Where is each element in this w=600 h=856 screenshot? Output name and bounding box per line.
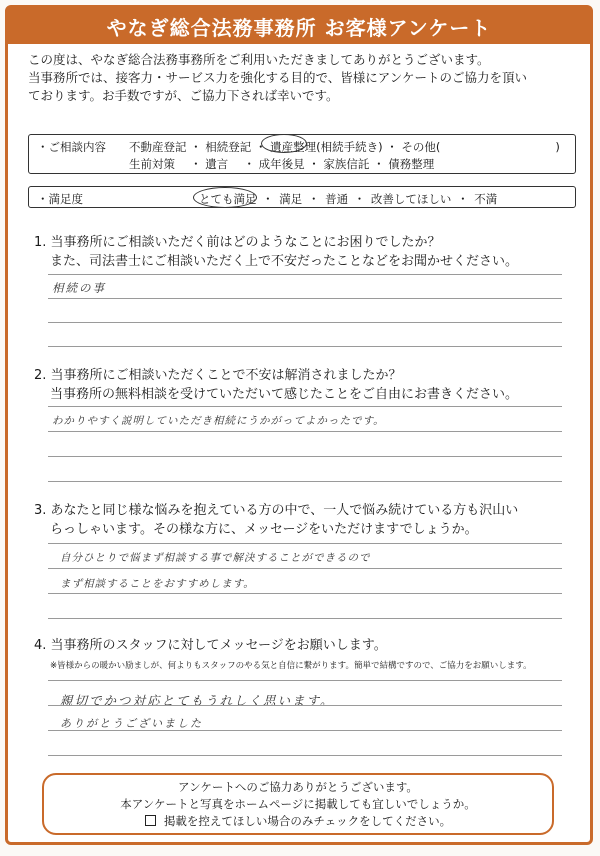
answer-line [48,298,562,299]
selection-circle [261,134,307,153]
answer-line [48,346,562,347]
satisfaction-label: ・満足度 [37,192,83,206]
answer-line [48,730,562,731]
handwritten-answer: 自分ひとりで悩まず相談する事で解決することができるので [60,552,371,564]
answer-line [48,568,562,569]
footer-checkbox-row [44,813,552,830]
handwritten-answer: まず相談することをおすすめします。 [60,578,255,590]
satisfaction-options: とても満足 ・ 満足 ・ 普通 ・ 改善してほしい ・ 不満 [199,192,498,206]
answer-line [48,481,562,482]
answer-line [48,705,562,706]
question-4 [34,636,574,655]
footer-box [42,773,554,835]
question-text: 2. 当事務所にご相談いただくことで不安は解消されましたか？ [34,368,402,383]
question-text: 4. 当事務所のスタッフに対してメッセージをお願いします。 [34,638,387,653]
answer-line [48,431,562,432]
answer-line [48,274,562,275]
footer-question: 本アンケートと写真をホームページに掲載しても宜しいでしょうか。 [120,797,476,811]
question-text: らっしゃいます。その様な方に、メッセージをいただけますでしょうか。 [50,522,478,537]
footer-thanks: アンケートへのご協力ありがとうございます。 [178,780,418,794]
handwritten-answer: わかりやすく説明していただき相続にうかがってよかったです。 [52,415,385,427]
intro-text [28,51,578,105]
question-text: また、司法書士にご相談いただく上で不安だったことなどをお聞かせください。 [50,254,519,269]
answer-line [48,618,562,619]
question-text: 1. 当事務所にご相談いただく前はどのようなことにお困りでしたか？ [34,235,441,250]
answer-line [48,456,562,457]
intro-line: ております。お手数ですが、ご協力下されば幸いです。 [28,88,339,103]
handwritten-answer: 相続の事 [52,281,106,295]
consult-options-row: 不動産登記 ・ 相続登記 ・ 遺産整理(相続手続き) ・ その他( ) [129,140,560,154]
question-2 [34,366,574,404]
intro-line: 当事務所では、接客力・サービス力を強化する目的で、皆様にアンケートのご協力を頂い [28,70,528,85]
answer-line [48,755,562,756]
checkbox-label: 掲載を控えてほしい場合のみチェックをしてください。 [163,814,452,828]
answer-line [48,543,562,544]
question-1 [34,233,574,271]
intro-line: この度は、やなぎ総合法務事務所をご利用いただきましてありがとうございます。 [28,52,490,67]
handwritten-answer: ありがとうございました [60,717,203,730]
selection-circle [193,187,257,208]
satisfaction-box [28,186,576,208]
consult-box [28,134,576,174]
question-note: ※皆様からの暖かい励ましが、何よりもスタッフのやる気と自信に繋がります。簡単で結構ですので、ご協力をお願いします。 [50,661,532,671]
question-3 [34,501,574,539]
title-bar [8,8,590,44]
answer-line [48,680,562,681]
answer-line [48,406,562,407]
question-text: 3. あなたと同じ様な悩みを抱えている方の中で、一人で悩み続けている方も沢山い [34,503,519,518]
page-title: やなぎ総合法務事務所 お客様アンケート [106,15,492,40]
publish-checkbox[interactable] [145,815,156,826]
survey-sheet [5,5,593,845]
consult-label: ・ご相談内容 [37,140,106,154]
answer-line [48,593,562,594]
handwritten-answer: 親切でかつ対応とてもうれしく思います。 [60,693,335,708]
answer-line [48,322,562,323]
question-text: 当事務所の無料相談を受けていただいて感じたことをご自由にお書きください。 [50,387,519,402]
consult-options-row: 生前対策 ・ 遺言 ・ 成年後見 ・ 家族信託 ・ 債務整理 [129,157,435,171]
